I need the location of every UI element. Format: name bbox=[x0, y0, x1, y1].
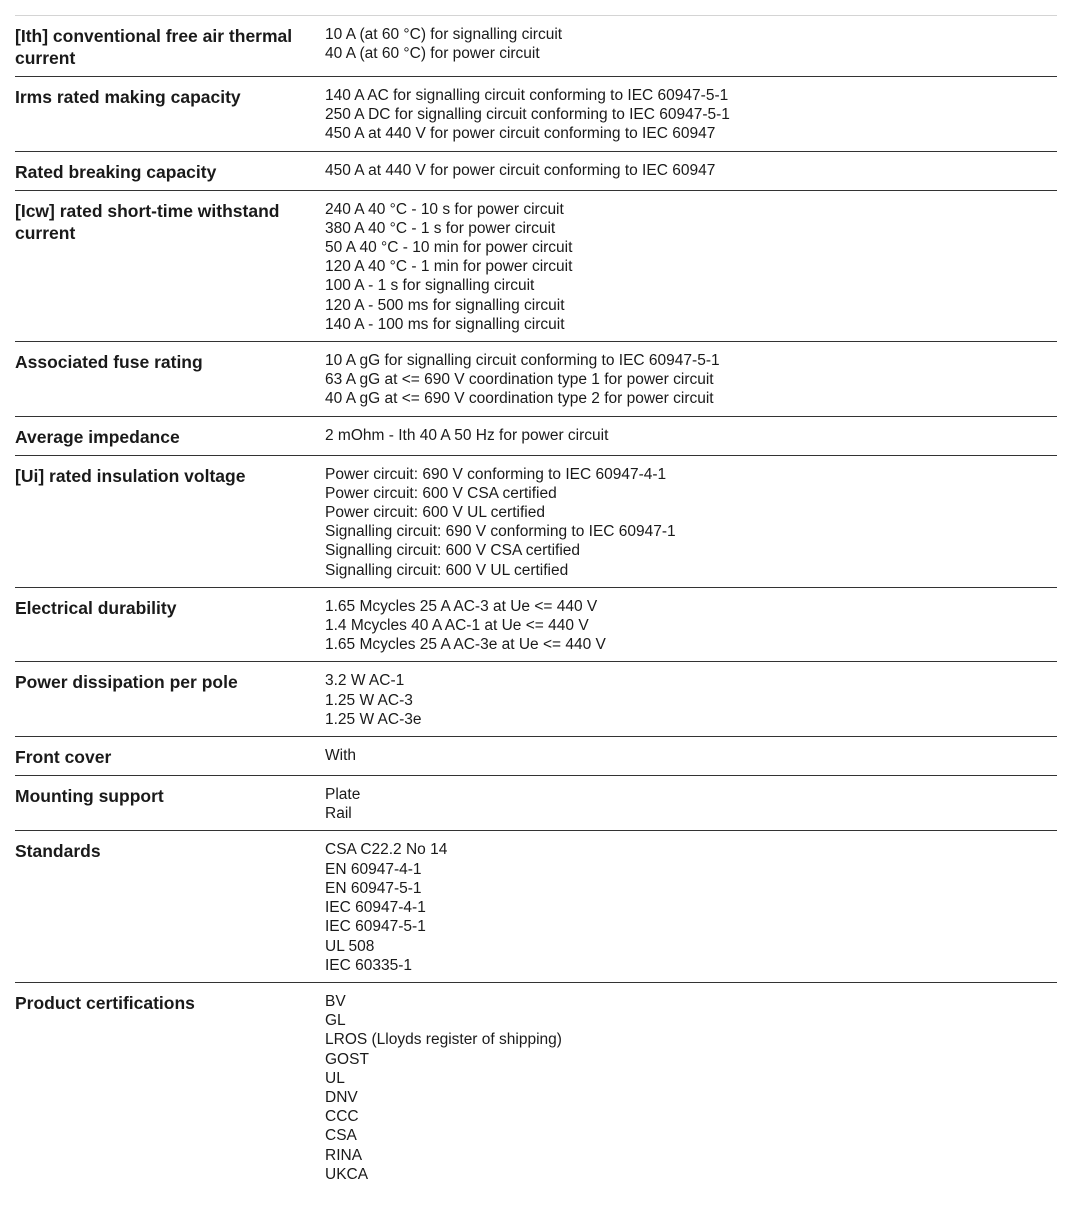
spec-label: Irms rated making capacity bbox=[15, 87, 241, 107]
spec-row bbox=[15, 191, 1057, 342]
spec-label: Associated fuse rating bbox=[15, 352, 203, 373]
spec-value: BV bbox=[325, 992, 346, 1010]
spec-value: GL bbox=[325, 1012, 346, 1030]
spec-row bbox=[15, 456, 1057, 588]
spec-label: [Icw] rated short-time withstand current bbox=[15, 200, 280, 243]
spec-value: DNV bbox=[325, 1088, 358, 1106]
spec-label: Front cover bbox=[15, 747, 112, 768]
spec-row bbox=[15, 737, 1057, 776]
spec-value: CSA C22.2 No 14 bbox=[325, 841, 448, 859]
spec-label: [Ith] conventional free air thermal current bbox=[15, 26, 293, 68]
spec-values bbox=[325, 840, 1057, 974]
spec-value: 2 mOhm - Ith 40 A 50 Hz for power circuit bbox=[325, 426, 609, 444]
spec-values bbox=[325, 86, 1057, 144]
spec-values bbox=[325, 351, 1057, 409]
spec-value: 1.65 Mcycles 25 A AC-3e at Ue <= 440 V bbox=[325, 636, 606, 654]
spec-value: 140 A AC for signalling circuit conforming to IEC 60947-5-1 bbox=[325, 87, 729, 104]
spec-row bbox=[15, 776, 1057, 831]
spec-value: Power circuit: 600 V UL certified bbox=[325, 504, 545, 522]
spec-value: IEC 60947-4-1 bbox=[325, 899, 426, 917]
spec-value: 63 A gG at <= 690 V coordination type 1 for power circuit bbox=[325, 371, 714, 389]
spec-value: EN 60947-5-1 bbox=[325, 879, 422, 897]
spec-value: 50 A 40 °C - 10 min for power circuit bbox=[325, 239, 573, 257]
spec-row bbox=[15, 16, 1057, 77]
spec-value: UKCA bbox=[325, 1165, 369, 1183]
spec-value: 1.25 W AC-3 bbox=[325, 691, 413, 709]
spec-value: IEC 60335-1 bbox=[325, 956, 413, 974]
spec-value: 450 A at 440 V for power circuit conforming to IEC 60947 bbox=[325, 161, 716, 179]
spec-label: Rated breaking capacity bbox=[15, 161, 217, 182]
spec-value: Signalling circuit: 690 V conforming to IEC 60947-1 bbox=[325, 523, 676, 541]
spec-row bbox=[15, 417, 1057, 456]
spec-values bbox=[325, 671, 1057, 729]
spec-value: LROS (Lloyds register of shipping) bbox=[325, 1031, 562, 1049]
spec-values bbox=[325, 992, 1057, 1184]
spec-value: 380 A 40 °C - 1 s for power circuit bbox=[325, 219, 556, 237]
spec-value: CSA bbox=[325, 1127, 357, 1145]
spec-row bbox=[15, 77, 1057, 152]
spec-values bbox=[325, 161, 1057, 183]
spec-label: Average impedance bbox=[15, 426, 180, 447]
spec-value: UL bbox=[325, 1069, 345, 1087]
spec-table bbox=[15, 15, 1057, 1191]
spec-values bbox=[325, 746, 1057, 768]
spec-value: 100 A - 1 s for signalling circuit bbox=[325, 277, 535, 295]
spec-value: 10 A (at 60 °C) for signalling circuit bbox=[325, 26, 563, 43]
spec-value: CCC bbox=[325, 1108, 359, 1126]
spec-value: 3.2 W AC-1 bbox=[325, 672, 405, 690]
spec-row bbox=[15, 831, 1057, 982]
spec-value: Power circuit: 600 V CSA certified bbox=[325, 484, 557, 502]
spec-values bbox=[325, 465, 1057, 580]
spec-row bbox=[15, 588, 1057, 663]
spec-value: RINA bbox=[325, 1146, 363, 1164]
spec-value: 40 A (at 60 °C) for power circuit bbox=[325, 45, 540, 63]
spec-value: GOST bbox=[325, 1050, 369, 1068]
spec-value: Signalling circuit: 600 V CSA certified bbox=[325, 542, 581, 560]
spec-values bbox=[325, 25, 1057, 69]
spec-label: Power dissipation per pole bbox=[15, 672, 238, 693]
spec-value: 1.65 Mcycles 25 A AC-3 at Ue <= 440 V bbox=[325, 597, 598, 615]
spec-value: UL 508 bbox=[325, 937, 375, 955]
spec-value: 250 A DC for signalling circuit conforming to IEC 60947-5-1 bbox=[325, 106, 730, 124]
spec-value: 40 A gG at <= 690 V coordination type 2 for power circuit bbox=[325, 390, 714, 408]
spec-row bbox=[15, 152, 1057, 191]
spec-value: 120 A - 500 ms for signalling circuit bbox=[325, 296, 565, 314]
spec-value: Power circuit: 690 V conforming to IEC 60947-4-1 bbox=[325, 465, 667, 483]
spec-value: 10 A gG for signalling circuit conforming to IEC 60947-5-1 bbox=[325, 352, 720, 370]
spec-value: Plate bbox=[325, 786, 361, 804]
spec-value: Signalling circuit: 600 V UL certified bbox=[325, 561, 569, 579]
spec-value: EN 60947-4-1 bbox=[325, 860, 422, 878]
spec-row bbox=[15, 983, 1057, 1191]
spec-value: 140 A - 100 ms for signalling circuit bbox=[325, 315, 565, 333]
spec-label: Mounting support bbox=[15, 786, 164, 807]
spec-value: 450 A at 440 V for power circuit conforming to IEC 60947 bbox=[325, 125, 716, 143]
spec-value: 120 A 40 °C - 1 min for power circuit bbox=[325, 258, 573, 276]
spec-label: Standards bbox=[15, 841, 101, 862]
spec-values bbox=[325, 426, 1057, 448]
spec-row bbox=[15, 342, 1057, 417]
spec-value: 240 A 40 °C - 10 s for power circuit bbox=[325, 200, 564, 218]
spec-values bbox=[325, 200, 1057, 334]
spec-row bbox=[15, 662, 1057, 737]
spec-value: 1.25 W AC-3e bbox=[325, 710, 422, 728]
spec-values bbox=[325, 785, 1057, 823]
spec-values bbox=[325, 597, 1057, 655]
spec-label: Electrical durability bbox=[15, 597, 177, 618]
spec-value: With bbox=[325, 747, 356, 765]
spec-value: Rail bbox=[325, 805, 352, 823]
spec-label: Product certifications bbox=[15, 992, 195, 1013]
spec-value: 1.4 Mcycles 40 A AC-1 at Ue <= 440 V bbox=[325, 617, 589, 635]
spec-label: [Ui] rated insulation voltage bbox=[15, 465, 246, 486]
spec-value: IEC 60947-5-1 bbox=[325, 918, 426, 936]
